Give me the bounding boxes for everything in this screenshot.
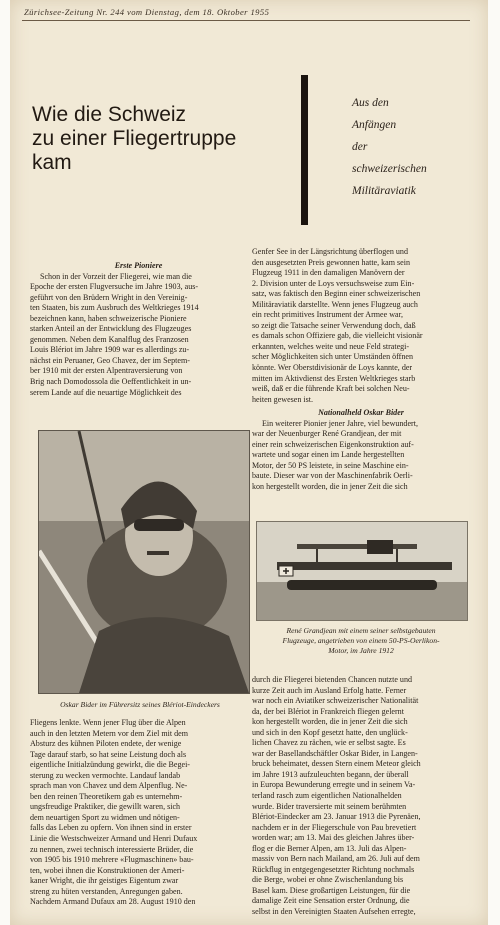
text-line: mitten im Aktivdienst des Ersten Weltkrieges starb [252,373,416,383]
text-line: Schon in der Vorzeit der Fliegerei, wie man die [40,271,192,281]
text-line: Motor, der 50 PS leistete, in seine Maschine ein- [252,460,409,470]
photo-grandjean-seaplane [256,521,468,621]
text-line: Epoche der ersten Flugversuche im Jahre 1903, aus- [30,282,199,292]
text-line: war der Neuenburger René Grandjean, der mit [252,429,402,439]
text-line: Absturz des kühnen Piloten endete, der wenige [30,739,182,749]
masthead-rule [22,20,470,21]
text-line: bezeichnen kann, haben schweizerische Pioniere [30,313,187,323]
headline-divider-bar [301,75,308,225]
text-line: lichen Chavez zu rächen, wie er selbst sagte. Es [252,738,406,748]
text-line: Fliegens lenkte. Wenn jener Flug über die Alpen [30,718,186,727]
text-line: baute. Dieser war von der Maschinenfabrik Oerli- [252,471,413,481]
text-line: die Berge, wobei er ohne Zwischenlandung bis [252,875,404,885]
text-line: war der Basellandschäftler Oskar Bider, in Langen- [252,748,418,758]
text-line: starken Anteil an der Entwicklung des Flugzeuges [30,324,192,334]
text-line: ten Staaten, bis zum Ausbruch des Weltkrieges 1914 [30,303,199,313]
text-line: kon hergestellt worden, die in jener Zeit die sich [252,717,408,727]
text-line: auch in den letzten Metern vor dem Ziel mit dem [30,728,188,738]
text-line: 2. Division unter de Loys versuchsweise zum Ein- [252,278,415,288]
pilot-portrait-image [39,431,249,693]
text-line: kon hergestellt worden, die in jener Zeit die sich [252,482,408,492]
kicker-line: der [352,141,368,153]
text-line: Tage darauf starb, so hat seine Leistung doch als [30,749,187,759]
text-line: den ausgesetzten Preis gewonnen hatte, kam sein [252,257,410,267]
text-line: war noch ein Aviatiker schweizerischer Nationalität [252,696,419,706]
text-line: ungsfreudige Praktiker, die gewillt waren, sich [30,802,181,812]
text-line: Flugzeug 1911 in den damaligen Manövern der [252,268,405,278]
text-line: Louis Blériot im Jahre 1909 war es allerdings zu- [30,345,190,355]
text-line: geführt von den Brüdern Wright in den Vereinig- [30,292,188,302]
text-line: terland rasch zum eigentlichen Nationalhelden [252,791,402,801]
headline-line: zu einer Fliegertruppe [32,127,237,150]
kicker [352,92,462,202]
text-line: streng zu hüten verstanden, Anregungen gaben. [30,886,183,896]
text-line: von 1905 bis 1910 mehrere «Flugmaschinen» bau- [30,855,194,865]
kicker-line: Militäraviatik [352,185,416,197]
text-line: scher Möglichkeiten sich unter Umständen öffnen [252,352,413,362]
headline-line: Wie die Schweiz [32,103,187,126]
subhead-nationalheld: Nationalheld Oskar Bider [318,408,404,418]
text-line: Basel kam. Diese großartigen Leistungen, für die [252,885,411,895]
kicker-line: schweizerischen [352,163,427,175]
text-line: da, der bei Blériot in Frankreich fliegen gelernt [252,706,404,716]
text-line: kurze Zeit auch im Ausland Erfolg hatte. Ferner [252,685,407,695]
text-line: selbst in den Vereinigten Staaten Aufsehen erregte, [252,907,416,917]
photo-oskar-bider [38,430,250,694]
text-line: und sich in den Kopf gesetzt hatte, den unglück- [252,727,408,737]
caption-oskar-bider: Oskar Bider im Führersitz seines Blériot-Eindeckers [60,700,220,709]
text-line: sterung zu wecken vermochte. Landauf landab [30,770,181,780]
text-line: nachdem er in der Fliegerschule von Pau brevetiert [252,822,417,832]
text-line: im Jahre 1913 aufzuleuchten begann, der überall [252,769,409,779]
kicker-line: Anfängen [352,119,397,131]
column-right-top [252,247,470,493]
text-line: ben den reinen Theoretikern gab es unternehm- [30,791,183,801]
text-line: sprach man von Chavez und dem Alpenflug. Ne- [30,781,188,791]
text-line: Ein weiterer Pionier jener Jahre, viel bewundert, [262,418,418,428]
text-line: erkannten, welches weite und neue Feld strategi- [252,341,410,351]
text-line: wurde. Bider traversierte mit seinem berühmten [252,801,407,811]
headline [32,103,282,175]
column-right-bottom [252,675,470,918]
masthead: Zürichsee-Zeitung Nr. 244 vom Dienstag, dem 18. Oktober 1955 [24,7,270,17]
text-line: in Europa Bewunderung erregte und in seinem Va- [252,780,416,790]
text-line: Blériot-Eindecker am 23. Januar 1913 die Pyrenäen, [252,812,421,822]
text-line: falls das Leben zu opfern. Von ihnen sind in erster [30,823,192,833]
text-line: nächst ein Peruaner, Geo Chavez, der im Septem- [30,355,190,365]
text-line: eigentliche Initialzündung gewirkt, die die Begei- [30,760,190,770]
kicker-line: Aus den [352,97,389,109]
text-line: weiß, daß er die führende Kraft bei solchen Neu- [252,384,410,394]
text-line: Nachdem Armand Dufaux am 28. August 1910 den [30,897,196,907]
column-left-bottom [30,718,247,908]
text-line: flog er die Berner Alpen, am 13. Juli das Alpen- [252,843,407,853]
text-line: Genfer See in der Längsrichtung überflogen und [252,247,408,256]
text-line: dem neuartigen Sport zu widmen und nötigen- [30,812,180,822]
text-line: Rückflug in entgegengesetzter Richtung nochmals [252,864,415,874]
text-line: Linie die Westschweizer Armand und Henri Dufaux [30,834,198,844]
seaplane-image [257,522,467,620]
text-line: worden war; am 13. Mai des gleichen Jahres über- [252,833,415,843]
column-left-top [30,261,247,398]
text-line: zu nennen, zwei technisch interessierte Brüder, die [30,844,194,854]
text-line: heiten gewesen ist. [252,394,314,404]
text-line: ber 1910 mit der ersten Alpentraversierung von [30,366,183,376]
subhead-erste-pioniere: Erste Pioniere [114,261,163,270]
caption-line: Motor, im Jahre 1912 [328,645,394,655]
text-line: einer rein schweizerischen Eigenkonstruktion auf- [252,439,414,449]
text-line: kaner Wright, die ihr geistiges Eigentum zwar [30,876,179,886]
text-line: durch die Fliegerei bietenden Chancen nutzte und [252,675,412,684]
text-line: ten, wobei ihnen die Konstruktionen der Ameri- [30,865,185,875]
text-line: massiv von Bern nach Mailand, am 26. Juli auf dem [252,854,420,864]
text-line: ein recht primitives Instrument der Armee war, [252,310,403,320]
text-line: serem Lande auf die neuartige Möglichkeit des [30,387,182,397]
caption-line: René Grandjean mit einem seiner selbstgebauten [286,626,436,635]
text-line: Militäraviatik darstellte. Wenn jenes Flugzeug auch [252,299,418,309]
text-line: genommen. Neben dem Kanalflug des Franzosen [30,334,189,344]
text-line: könnte. Wer Oberstdivisionär de Loys kannte, der [252,363,413,373]
text-line: wartete und sogar einen im Lande hergestellten [252,450,405,460]
text-line: bruck beheimatet, dessen Stern einem Meteor gleich [252,759,421,769]
text-line: satz, was faktisch den Beginn einer schweizerischen [252,289,421,299]
text-line: es damals schon Offiziere gab, die vielleicht visionär [252,331,423,341]
headline-line: kam [32,151,72,174]
text-line: so zeigt die Tatsache seiner Verwendung doch, daß [252,320,416,330]
text-line: Brig nach Domodossola die Oeffentlichkeit in un- [30,377,192,387]
text-line: damalige Zeit eine Sensation erster Ordnung, die [252,896,410,906]
caption-line: Flugzeuge, angetrieben von einem 50-PS-Oerlikon- [282,635,440,645]
caption-grandjean [256,626,466,655]
